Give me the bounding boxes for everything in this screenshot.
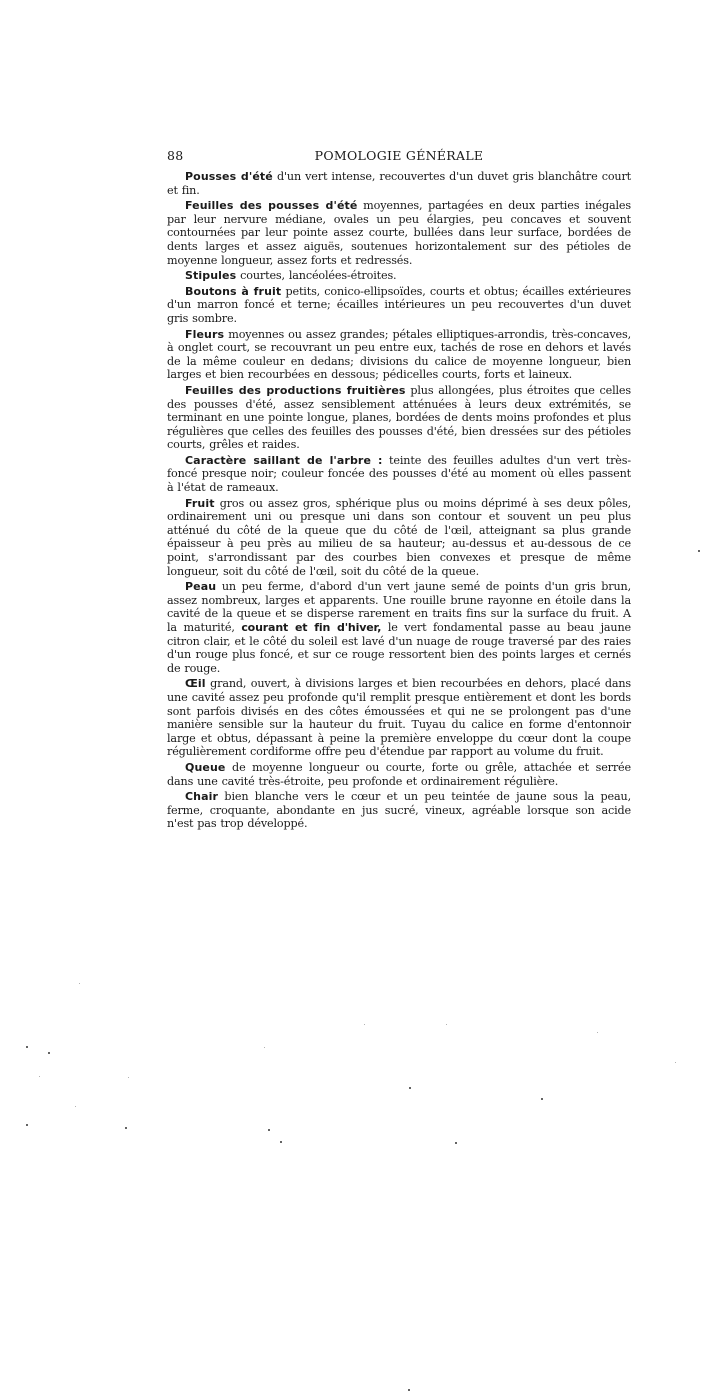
paragraph-feuilles-pousses xyxy=(167,199,631,267)
scan-speck xyxy=(698,550,700,552)
paragraph-fleurs xyxy=(167,328,631,382)
scan-speck xyxy=(264,1047,265,1048)
paragraph-text: grand, ouvert, à divisions larges et bien recourbées en dehors, placé dans une cavité assez peu profonde qu'il remplit presque entièrement et dont les bords sont parfois divisés en des côtes émoussées et qui ne se prolongent pas d'une manière sensible sur la hauteur du fruit. Tuyau du calice en forme d'entonnoir large et obtus, dépassant à peine la première enveloppe du cœur dont la coupe régulièrement cordiforme offre peu d'étendue par rapport au volume du fruit. xyxy=(167,677,631,759)
paragraph-lead: Œil xyxy=(185,677,206,691)
paragraph-lead: Pousses d'été xyxy=(185,170,273,183)
paragraph-text: de moyenne longueur ou courte, forte ou grêle, attachée et serrée dans une cavité très-étroite, peu profonde et ordinairement régulière. xyxy=(167,760,631,788)
paragraph-feuilles-productions xyxy=(167,384,631,452)
scan-speck xyxy=(39,1076,40,1077)
scan-speck xyxy=(541,1098,543,1100)
paragraph-fruit xyxy=(167,497,631,579)
paragraph-lead: Caractère saillant de l'arbre : xyxy=(185,453,383,467)
paragraph-text: petits, conico-ellipsoïdes, courts et obtus; écailles extérieures d'un marron foncé et terne; écailles intérieures un peu recouvertes d'un duvet gris sombre. xyxy=(167,284,631,325)
running-head xyxy=(167,148,631,166)
paragraph-lead: Chair xyxy=(185,790,219,804)
paragraph-text: bien blanche vers le cœur et un peu teintée de jaune sous la peau, ferme, croquante, abondante en jus sucré, vineux, agréable lorsque son acide n'est pas trop développé. xyxy=(167,790,631,831)
paragraph-boutons xyxy=(167,285,631,326)
scan-speck xyxy=(75,1106,76,1107)
paragraph-lead: Fleurs xyxy=(185,327,225,341)
paragraph-caractere xyxy=(167,454,631,495)
paragraph-text: teinte des feuilles adultes d'un vert très-foncé presque noir; couleur foncée des pousses d'été au moment où elles passent à l'état de rameaux. xyxy=(167,453,631,495)
paragraph-queue xyxy=(167,761,631,788)
scan-speck xyxy=(409,1087,411,1089)
paragraph-text: gros ou assez gros, sphérique plus ou moins déprimé à ses deux pôles, ordinairement uni ou presque uni dans son contour et souvent un peu plus atténué du côté de la queue que du côté de l'œil, atteignant sa plus grande épaisseur à peu près au milieu de sa hauteur; au-dessus et au-dessous de ce point, s'arrondissant par des courbes bien convexes et presque de même longueur, soit du côté de l'œil, soit du côté de la queue. xyxy=(167,496,631,578)
scan-speck xyxy=(597,1032,598,1033)
paragraph-lead: Queue xyxy=(185,760,226,774)
scan-speck xyxy=(280,1141,282,1143)
paragraph-stipules xyxy=(167,269,631,283)
scan-speck xyxy=(79,983,80,984)
paragraph-emphasis: courant et fin d'hiver, xyxy=(241,621,382,634)
paragraph-oeil xyxy=(167,677,631,759)
paragraph-lead: Feuilles des productions fruitières xyxy=(185,383,406,397)
paragraph-pousses-ete xyxy=(167,170,631,197)
scan-speck xyxy=(446,1024,447,1025)
paragraph-text: un peu ferme, d'abord d'un vert jaune semé de points d'un gris brun, assez nombreux, larges et apparents. Une rouille brune rayonne en étoile dans la cavité de la queue et se disperse rarement en traits fins sur la surface du fruit. A la maturité, xyxy=(167,580,631,634)
scan-speck xyxy=(364,1024,365,1025)
scan-speck xyxy=(125,1127,127,1129)
running-title: POMOLOGIE GÉNÉRALE xyxy=(314,148,484,163)
paragraph-text: le vert fondamental passe au beau jaune citron clair, et le côté du soleil est lavé d'un nuage de rouge traversé par des raies d'un rouge plus foncé, et sur ce rouge ressortent bien des points larges et cernés de rouge. xyxy=(167,621,631,675)
paragraph-text: plus allongées, plus étroites que celles des pousses d'été, assez sensiblement atténuées à leurs deux extrémités, se terminant en une pointe longue, planes, bordées de dents moins profondes et plus régulières que celles des feuilles des pousses d'été, bien dressées sur des pétioles courts, grêles et raides. xyxy=(167,383,631,452)
paragraph-lead: Fruit xyxy=(185,496,215,510)
paragraph-lead: Feuilles des pousses d'été xyxy=(185,199,358,213)
paragraph-text: d'un vert intense, recouvertes d'un duvet gris blanchâtre court et fin. xyxy=(167,170,632,197)
scan-speck xyxy=(26,1124,28,1126)
paragraph-lead: Stipules xyxy=(185,269,237,283)
paragraph-chair xyxy=(167,790,631,831)
paragraph-peau xyxy=(167,580,631,675)
paragraph-lead: Boutons à fruit xyxy=(185,284,282,298)
scan-speck xyxy=(48,1052,50,1054)
scan-speck xyxy=(455,1142,457,1144)
scan-speck xyxy=(26,1046,28,1048)
page-number: 88 xyxy=(167,148,184,163)
scan-speck xyxy=(268,1129,270,1131)
paragraph-lead: Peau xyxy=(185,580,217,594)
book-page xyxy=(167,148,631,833)
paragraph-text: moyennes ou assez grandes; pétales elliptiques-arrondis, très-concaves, à onglet court, se recouvrant un peu entre eux, tachés de rose en dehors et lavés de la même couleur en dedans; divisions du calice de moyenne longueur, bien larges et bien recourbées en dessous; pédicelles courts, forts et laineux. xyxy=(167,327,631,382)
scan-speck xyxy=(675,1062,676,1063)
paragraph-text: moyennes, partagées en deux parties inégales par leur nervure médiane, ovales un peu élargies, peu concaves et souvent contournées par leur pointe assez courte, bullées dans leur surface, bordées de dents larges et assez aiguës, soutenues horizontalement sur des pétioles de moyenne longueur, assez forts et redressés. xyxy=(167,199,631,267)
paragraph-text: courtes, lancéolées-étroites. xyxy=(236,269,397,283)
scan-speck xyxy=(128,1077,129,1078)
